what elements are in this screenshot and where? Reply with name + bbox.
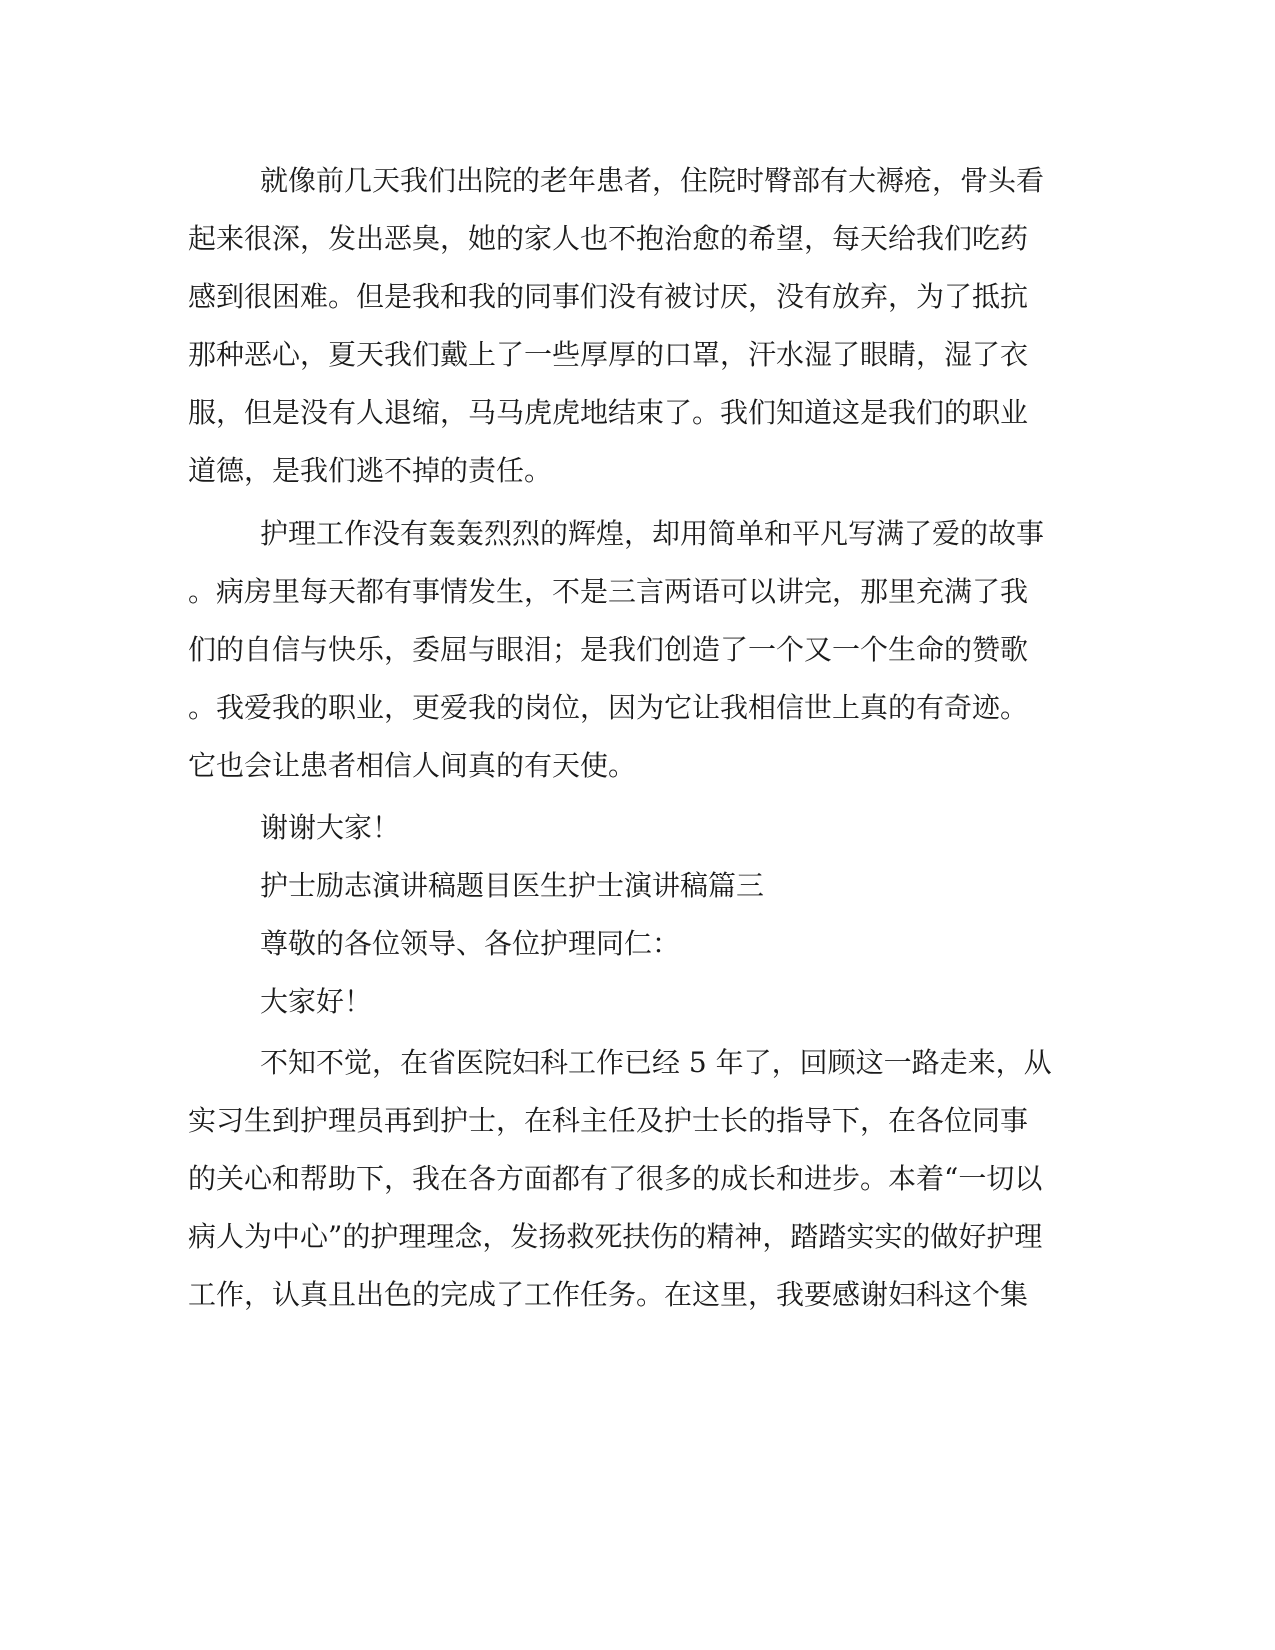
text-line: 们的自信与快乐，委屈与眼泪；是我们创造了一个又一个生命的赞歌 [188,633,1029,666]
text-line: 工作，认真且出色的完成了工作任务。在这里，我要感谢妇科这个集 [188,1278,1029,1311]
text-line: 尊敬的各位领导、各位护理同仁： [260,927,681,960]
text-line: 的关心和帮助下，我在各方面都有了很多的成长和进步。本着“一切以 [188,1162,1043,1195]
text-line: 道德，是我们逃不掉的责任。 [188,454,553,487]
text-line: 就像前几天我们出院的老年患者，住院时臀部有大褥疮，骨头看 [260,164,1045,197]
text-line: 它也会让患者相信人间真的有天使。 [188,749,637,782]
text-line: 起来很深，发出恶臭，她的家人也不抱治愈的希望，每天给我们吃药 [188,222,1029,255]
text-line: 。病房里每天都有事情发生，不是三言两语可以讲完，那里充满了我 [188,575,1029,608]
text-line: 。我爱我的职业，更爱我的岗位，因为它让我相信世上真的有奇迹。 [188,691,1029,724]
text-line: 病人为中心”的护理理念，发扬救死扶伤的精神，踏踏实实的做好护理 [188,1220,1043,1253]
text-line: 感到很困难。但是我和我的同事们没有被讨厌，没有放弃，为了抵抗 [188,280,1029,313]
text-line: 护士励志演讲稿题目医生护士演讲稿篇三 [260,869,765,902]
text-line: 护理工作没有轰轰烈烈的辉煌，却用简单和平凡写满了爱的故事 [260,517,1045,550]
text-line: 谢谢大家！ [260,811,401,844]
text-line: 服，但是没有人退缩，马马虎虎地结束了。我们知道这是我们的职业 [188,396,1029,429]
text-line: 不知不觉，在省医院妇科工作已经 5 年了，回顾这一路走来，从 [260,1046,1052,1079]
text-line: 大家好！ [260,985,373,1018]
text-line: 那种恶心，夏天我们戴上了一些厚厚的口罩，汗水湿了眼睛，湿了衣 [188,338,1029,371]
text-line: 实习生到护理员再到护士，在科主任及护士长的指导下，在各位同事 [188,1104,1029,1137]
